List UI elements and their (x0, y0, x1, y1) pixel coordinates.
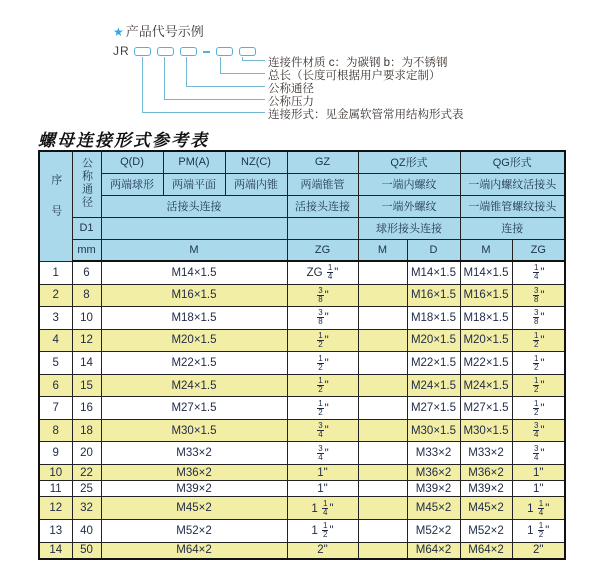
cell-qz-m (358, 519, 407, 542)
cell-qz-d: M20×1.5 (407, 329, 460, 352)
cell-qg-zg: $\frac{3}{8}$ " (512, 284, 565, 307)
header-qz-sub3: 球形接头连接 (358, 217, 460, 239)
table-row (39, 261, 565, 284)
table-row (39, 329, 565, 352)
table-row (39, 352, 565, 375)
table-body (39, 261, 565, 559)
code-box (157, 47, 174, 56)
cell-m: M36×2 (101, 464, 287, 480)
cell-qg-zg: 1 $\frac{1}{4}$ " (512, 497, 565, 520)
cell-qg-zg: $\frac{3}{8}$ " (512, 307, 565, 330)
cell-m: M20×1.5 (101, 329, 287, 352)
cell-gz-zg: $\frac{1}{2}$ " (287, 329, 358, 352)
cell-no: 10 (39, 464, 72, 480)
cell-qg-zg: $\frac{1}{2}$ " (512, 329, 565, 352)
callout-total-length: 总长（长度可根据用户要求定制） (268, 70, 441, 82)
callout-material: 连接件材质 c：为碳钢 b：为不锈钢 (268, 57, 448, 69)
table-row (39, 519, 565, 542)
cell-m: M33×2 (101, 442, 287, 465)
diagram-title (113, 21, 204, 40)
cell-dn: 18 (72, 419, 101, 442)
connector-line (220, 57, 221, 73)
cell-gz-zg: $\frac{3}{4}$ " (287, 442, 358, 465)
header-gz-union: 活接头连接 (287, 195, 358, 217)
cell-qz-m (358, 284, 407, 307)
table-row (39, 464, 565, 480)
header-pma-sub: 两端平面 (163, 173, 225, 195)
cell-qz-m (358, 481, 407, 497)
reference-table (38, 150, 566, 560)
cell-gz-zg: 2" (287, 542, 358, 559)
header-qz-sub1: 一端内螺纹 (358, 173, 460, 195)
table-row (39, 542, 565, 559)
header-qg-sub3: 连接 (460, 217, 565, 239)
table-row (39, 374, 565, 397)
cell-qz-d: M52×2 (407, 519, 460, 542)
header-qg-m: M (460, 239, 512, 261)
header-qd: Q(D) (101, 151, 163, 173)
connector-line (164, 57, 165, 99)
cell-gz-zg: $\frac{3}{8}$ " (287, 307, 358, 330)
header-qz-form: QZ形式 (358, 151, 460, 173)
cell-qz-d: M39×2 (407, 481, 460, 497)
cell-no: 4 (39, 329, 72, 352)
cell-qg-m: M39×2 (460, 481, 512, 497)
cell-no: 5 (39, 352, 72, 375)
cell-dn: 22 (72, 464, 101, 480)
cell-no: 9 (39, 442, 72, 465)
cell-dn: 16 (72, 397, 101, 420)
cell-gz-zg: $\frac{1}{2}$ " (287, 352, 358, 375)
cell-qz-m (358, 397, 407, 420)
cell-qg-zg: $\frac{1}{4}$ " (512, 261, 565, 284)
cell-qz-d: M45×2 (407, 497, 460, 520)
cell-m: M22×1.5 (101, 352, 287, 375)
connector-line (186, 86, 265, 87)
cell-qg-zg: 2" (512, 542, 565, 559)
cell-dn: 10 (72, 307, 101, 330)
cell-qg-zg: $\frac{3}{4}$ " (512, 442, 565, 465)
header-qz-sub2: 一端外螺纹 (358, 195, 460, 217)
cell-qz-m (358, 419, 407, 442)
header-pma: PM(A) (163, 151, 225, 173)
cell-qg-m: M20×1.5 (460, 329, 512, 352)
callout-nominal-diameter: 公称通径 (268, 83, 314, 95)
cell-dn: 6 (72, 261, 101, 284)
code-box (134, 47, 151, 56)
table-title: 螺母连接形式参考表 (38, 131, 209, 150)
cell-m: M45×2 (101, 497, 287, 520)
header-nzc: NZ(C) (225, 151, 287, 173)
header-nominal-diameter: 公称通径 (72, 151, 101, 217)
header-mm: mm (72, 239, 101, 261)
cell-gz-zg: $\frac{3}{4}$ " (287, 419, 358, 442)
cell-qg-zg: 1" (512, 464, 565, 480)
header-gz-sub: 两端锥管 (287, 173, 358, 195)
cell-qz-m (358, 442, 407, 465)
connector-line (142, 57, 143, 112)
cell-qg-m: M18×1.5 (460, 307, 512, 330)
cell-gz-zg: $\frac{1}{2}$ " (287, 397, 358, 420)
connector-line (164, 99, 265, 100)
cell-qg-m: M27×1.5 (460, 397, 512, 420)
cell-qg-m: M30×1.5 (460, 419, 512, 442)
cell-qz-m (358, 497, 407, 520)
connector-line (186, 57, 187, 86)
cell-qg-zg: 1" (512, 481, 565, 497)
connector-line (220, 73, 265, 74)
cell-qz-d: M30×1.5 (407, 419, 460, 442)
connector-line (242, 60, 265, 61)
cell-dn: 32 (72, 497, 101, 520)
cell-qg-zg: $\frac{3}{4}$ " (512, 419, 565, 442)
cell-dn: 20 (72, 442, 101, 465)
cell-qz-m (358, 261, 407, 284)
cell-no: 6 (39, 374, 72, 397)
cell-qz-d: M14×1.5 (407, 261, 460, 284)
cell-gz-zg: $\frac{3}{8}$ " (287, 284, 358, 307)
header-m-wide: M (101, 239, 287, 261)
cell-qg-m: M24×1.5 (460, 374, 512, 397)
cell-m: M16×1.5 (101, 284, 287, 307)
header-qg-sub2: 一端锥管螺纹接头 (460, 195, 565, 217)
cell-qg-m: M16×1.5 (460, 284, 512, 307)
code-box (180, 47, 197, 56)
cell-no: 7 (39, 397, 72, 420)
diagram-title-text: 产品代号示例 (125, 24, 204, 39)
cell-qg-zg: $\frac{1}{2}$ " (512, 352, 565, 375)
callout-nominal-pressure: 公称压力 (268, 96, 314, 108)
cell-qz-d: M18×1.5 (407, 307, 460, 330)
cell-qg-m: M52×2 (460, 519, 512, 542)
header-row-index: 序号 (39, 151, 72, 261)
cell-m: M52×2 (101, 519, 287, 542)
cell-m: M24×1.5 (101, 374, 287, 397)
cell-dn: 8 (72, 284, 101, 307)
header-qg-form: QG形式 (460, 151, 565, 173)
cell-qg-zg: $\frac{1}{2}$ " (512, 397, 565, 420)
header-d1: D1 (72, 217, 101, 239)
star-icon: ★ (113, 25, 124, 39)
cell-qz-m (358, 374, 407, 397)
cell-qz-d: M22×1.5 (407, 352, 460, 375)
cell-no: 13 (39, 519, 72, 542)
cell-gz-zg: 1 $\frac{1}{2}$ " (287, 519, 358, 542)
cell-qz-d: M24×1.5 (407, 374, 460, 397)
cell-no: 11 (39, 481, 72, 497)
cell-qz-d: M16×1.5 (407, 284, 460, 307)
cell-qz-d: M36×2 (407, 464, 460, 480)
cell-qz-m (358, 329, 407, 352)
cell-m: M64×2 (101, 542, 287, 559)
cell-gz-zg: $\frac{1}{2}$ " (287, 374, 358, 397)
table-row (39, 442, 565, 465)
cell-gz-zg: 1 $\frac{1}{4}$ " (287, 497, 358, 520)
product-code-prefix: JR (113, 44, 130, 58)
header-union-connection: 活接头连接 (101, 195, 287, 217)
table-row (39, 307, 565, 330)
cell-qz-d: M27×1.5 (407, 397, 460, 420)
code-box (239, 47, 256, 56)
cell-no: 3 (39, 307, 72, 330)
cell-qz-m (358, 464, 407, 480)
table-row (39, 397, 565, 420)
cell-no: 12 (39, 497, 72, 520)
header-qz-d: D (407, 239, 460, 261)
cell-dn: 15 (72, 374, 101, 397)
cell-m: M14×1.5 (101, 261, 287, 284)
cell-qg-zg: 1 $\frac{1}{2}$ " (512, 519, 565, 542)
cell-qz-m (358, 307, 407, 330)
header-empty (287, 217, 358, 239)
code-boxes (134, 47, 262, 56)
cell-qz-m (358, 352, 407, 375)
cell-qz-d: M33×2 (407, 442, 460, 465)
cell-dn: 12 (72, 329, 101, 352)
cell-qg-zg: $\frac{1}{2}$ " (512, 374, 565, 397)
cell-dn: 40 (72, 519, 101, 542)
cell-qg-m: M14×1.5 (460, 261, 512, 284)
header-nzc-sub: 两端内锥 (225, 173, 287, 195)
header-empty (101, 217, 287, 239)
cell-no: 14 (39, 542, 72, 559)
cell-m: M39×2 (101, 481, 287, 497)
cell-no: 8 (39, 419, 72, 442)
cell-qg-m: M36×2 (460, 464, 512, 480)
cell-m: M18×1.5 (101, 307, 287, 330)
cell-dn: 50 (72, 542, 101, 559)
header-qg-zg: ZG (512, 239, 565, 261)
cell-qz-d: M64×2 (407, 542, 460, 559)
table-row (39, 284, 565, 307)
cell-m: M30×1.5 (101, 419, 287, 442)
header-zg: ZG (287, 239, 358, 261)
cell-qz-m (358, 542, 407, 559)
cell-gz-zg: ZG $\frac{1}{4}$ " (287, 261, 358, 284)
cell-m: M27×1.5 (101, 397, 287, 420)
header-gz: GZ (287, 151, 358, 173)
table-row (39, 497, 565, 520)
header-qd-sub: 两端球形 (101, 173, 163, 195)
header-qg-sub1: 一端内螺纹活接头 (460, 173, 565, 195)
cell-no: 2 (39, 284, 72, 307)
code-box (216, 47, 233, 56)
cell-qg-m: M64×2 (460, 542, 512, 559)
cell-qg-m: M45×2 (460, 497, 512, 520)
cell-dn: 25 (72, 481, 101, 497)
table-row (39, 419, 565, 442)
cell-qg-m: M22×1.5 (460, 352, 512, 375)
code-dash (203, 51, 210, 53)
header-qz-m: M (358, 239, 407, 261)
cell-gz-zg: 1" (287, 464, 358, 480)
cell-no: 1 (39, 261, 72, 284)
cell-qg-m: M33×2 (460, 442, 512, 465)
callout-connection-form: 连接形式：见金属软管常用结构形式表 (268, 109, 464, 121)
cell-gz-zg: 1" (287, 481, 358, 497)
connector-line (142, 112, 265, 113)
table-row (39, 481, 565, 497)
cell-dn: 14 (72, 352, 101, 375)
